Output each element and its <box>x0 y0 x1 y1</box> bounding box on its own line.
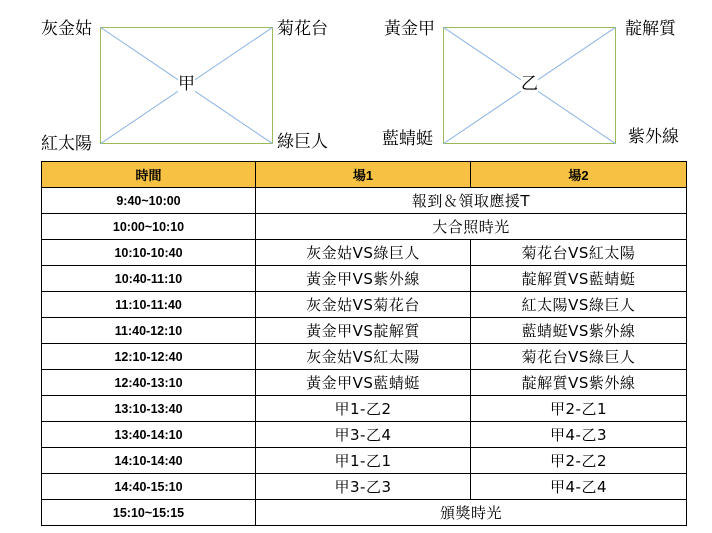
team-label-a-top-left: 灰金姑 <box>41 19 92 39</box>
time-cell: 13:10-13:40 <box>42 396 256 422</box>
time-cell: 10:00~10:10 <box>42 214 256 240</box>
table-row <box>42 266 687 292</box>
field-1-cell: 灰金姑VS菊花台 <box>256 292 471 318</box>
table-row <box>42 370 687 396</box>
field-1-cell: 甲3-乙3 <box>256 474 471 500</box>
team-label-b-top-left: 黃金甲 <box>384 19 435 39</box>
table-row <box>42 318 687 344</box>
table-row <box>42 500 687 526</box>
field-2-cell: 甲2-乙2 <box>471 448 687 474</box>
table-header-row <box>42 162 687 188</box>
team-label-a-bottom-right: 綠巨人 <box>277 132 328 152</box>
time-cell: 11:10-11:40 <box>42 292 256 318</box>
merged-cell: 頒獎時光 <box>256 500 687 526</box>
time-cell: 12:10-12:40 <box>42 344 256 370</box>
bracket-b-center-label: 乙 <box>521 74 538 94</box>
field-1-cell: 灰金姑VS紅太陽 <box>256 344 471 370</box>
team-label-a-top-right: 菊花台 <box>277 19 328 39</box>
table-row <box>42 214 687 240</box>
time-cell: 14:40-15:10 <box>42 474 256 500</box>
field-2-cell: 甲4-乙3 <box>471 422 687 448</box>
field-2-cell: 藍蜻蜓VS紫外線 <box>471 318 687 344</box>
time-cell: 13:40-14:10 <box>42 422 256 448</box>
table-row <box>42 448 687 474</box>
table-row <box>42 422 687 448</box>
time-cell: 9:40~10:00 <box>42 188 256 214</box>
time-cell: 14:10-14:40 <box>42 448 256 474</box>
header-field-2: 場2 <box>471 162 687 188</box>
table-row <box>42 474 687 500</box>
table-row <box>42 240 687 266</box>
table-row <box>42 344 687 370</box>
field-1-cell: 黃金甲VS靛解質 <box>256 318 471 344</box>
bracket-a <box>100 27 273 144</box>
team-label-b-top-right: 靛解質 <box>625 19 676 39</box>
time-cell: 10:10-10:40 <box>42 240 256 266</box>
bracket-a-center-label: 甲 <box>178 74 195 94</box>
time-cell: 15:10~15:15 <box>42 500 256 526</box>
team-label-a-bottom-left: 紅太陽 <box>41 134 92 154</box>
merged-cell: 報到＆領取應援T <box>256 188 687 214</box>
field-2-cell: 甲4-乙4 <box>471 474 687 500</box>
field-2-cell: 菊花台VS綠巨人 <box>471 344 687 370</box>
field-1-cell: 甲1-乙1 <box>256 448 471 474</box>
field-2-cell: 靛解質VS藍蜻蜓 <box>471 266 687 292</box>
table-row <box>42 188 687 214</box>
schedule-table <box>41 161 687 526</box>
time-cell: 10:40-11:10 <box>42 266 256 292</box>
merged-cell: 大合照時光 <box>256 214 687 240</box>
header-field-1: 場1 <box>256 162 471 188</box>
bracket-b <box>443 27 616 144</box>
table-row <box>42 292 687 318</box>
time-cell: 12:40-13:10 <box>42 370 256 396</box>
field-1-cell: 灰金姑VS綠巨人 <box>256 240 471 266</box>
team-label-b-bottom-left: 藍蜻蜓 <box>382 129 433 149</box>
field-2-cell: 靛解質VS紫外線 <box>471 370 687 396</box>
header-time: 時間 <box>42 162 256 188</box>
field-1-cell: 甲3-乙4 <box>256 422 471 448</box>
field-2-cell: 紅太陽VS綠巨人 <box>471 292 687 318</box>
table-row <box>42 396 687 422</box>
field-1-cell: 甲1-乙2 <box>256 396 471 422</box>
time-cell: 11:40-12:10 <box>42 318 256 344</box>
field-1-cell: 黃金甲VS紫外線 <box>256 266 471 292</box>
field-2-cell: 菊花台VS紅太陽 <box>471 240 687 266</box>
field-1-cell: 黃金甲VS藍蜻蜓 <box>256 370 471 396</box>
field-2-cell: 甲2-乙1 <box>471 396 687 422</box>
team-label-b-bottom-right: 紫外線 <box>628 127 679 147</box>
